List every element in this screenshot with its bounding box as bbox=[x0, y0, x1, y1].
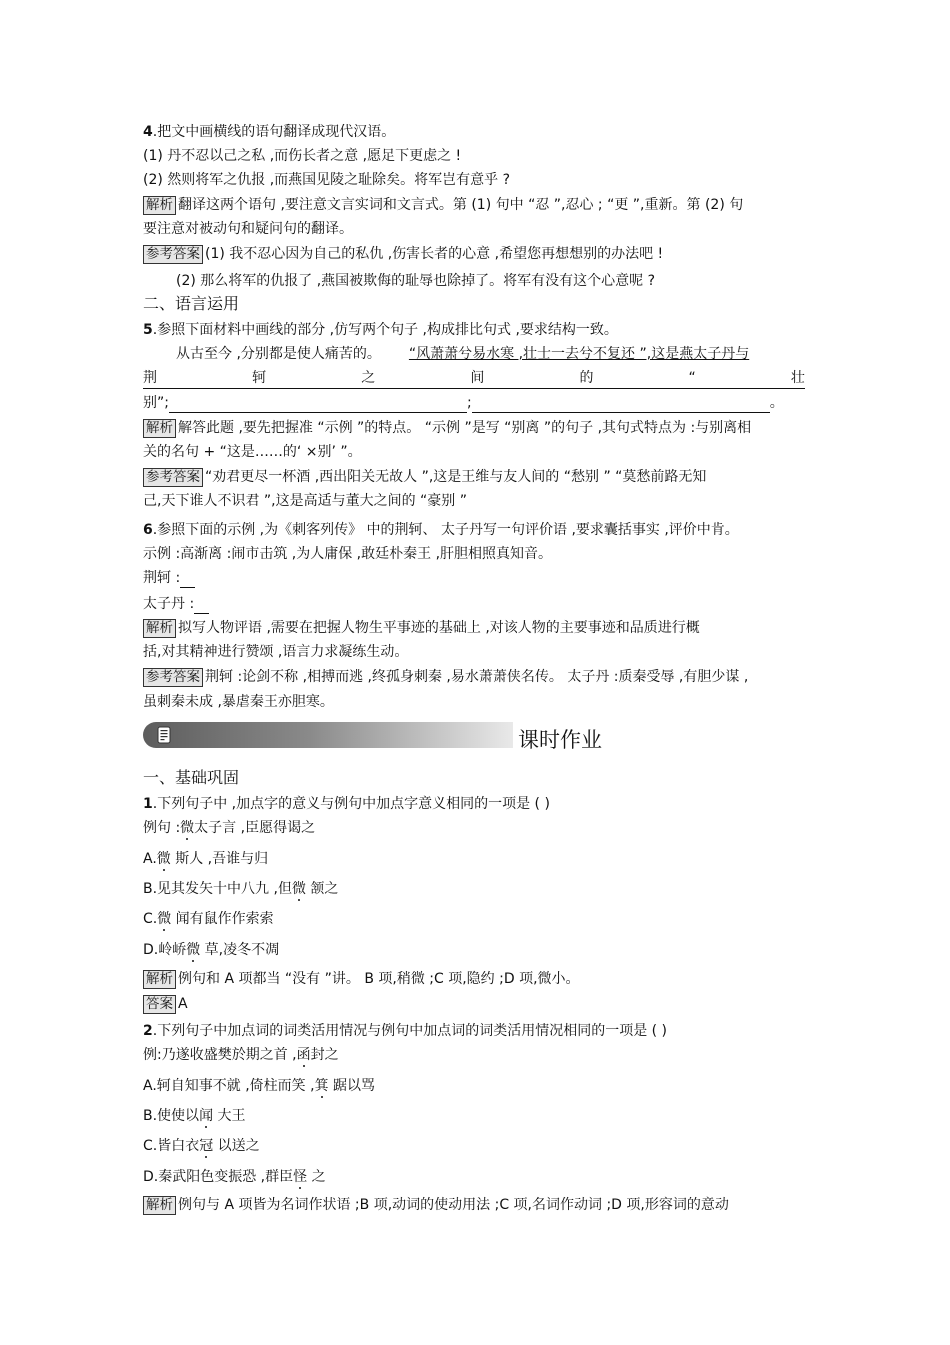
q1-analysis-line: 解析 例句和 A 项都当 “没有 ”讲。 B 项,稍微 ;C 项,隐约 ;D 项,微小。 bbox=[143, 969, 580, 989]
dotted-char: 微 bbox=[156, 851, 171, 867]
q5-answer-line: 己,天下谁人不识君 ”,这是高适与董大之间的 “豪别 ” bbox=[143, 493, 468, 509]
q2-analysis-line: 解析 例句与 A 项皆为名词作状语 ;B 项,动词的使动用法 ;C 项,名词作动词 ;D 项,形容词的意动 bbox=[143, 1195, 729, 1215]
q2-option-a[interactable]: A.轲自知事不就 ,倚柱而笑 ,箕 踞以骂 bbox=[143, 1078, 376, 1094]
blank-field[interactable] bbox=[194, 599, 209, 614]
q6-stem: 6.参照下面的示例 ,为《刺客列传》 中的荆轲、 太子丹写一句评价语 ,要求囊括事实 ,评价中肯。 bbox=[143, 522, 739, 538]
q5-material-line: 荆 轲 之 间 的 “ 壮 bbox=[143, 368, 805, 389]
q4-sentence-1: (1) 丹不忍以己之私 ,而伤长者之意 ,愿足下更虑之 ! bbox=[143, 148, 462, 164]
q6-answer-line: 参考答案 荆轲 :论剑不称 ,相搏而逃 ,终孤身刺秦 ,易水萧萧侠名传。 太子丹 :质秦受辱 ,有胆少谋 , bbox=[143, 667, 748, 687]
answer-tag: 参考答案 bbox=[143, 468, 203, 487]
dotted-char: 箕 bbox=[314, 1078, 329, 1094]
q1-option-b[interactable]: B.见其发矢十中八九 ,但微 颔之 bbox=[143, 881, 339, 897]
q2-stem: 2.下列句子中加点词的词类活用情况与例句中加点词的词类活用情况相同的一项是 ( ) bbox=[143, 1023, 668, 1039]
dotted-char: 怪 bbox=[293, 1169, 308, 1185]
dotted-char: 微 bbox=[157, 911, 172, 927]
q5-answer-line: 参考答案 “劝君更尽一杯酒 ,西出阳关无故人 ”,这是王维与友人间的 “愁别 ” “莫愁前路无知 bbox=[143, 467, 706, 487]
q6-example: 示例 :高渐离 :闹市击筑 ,为人庸保 ,敢廷朴秦王 ,肝胆相照真知音。 bbox=[143, 546, 553, 562]
section-heading: 一、基础巩固 bbox=[143, 768, 240, 787]
dotted-char: 微 bbox=[291, 881, 306, 897]
analysis-tag: 解析 bbox=[143, 619, 176, 638]
analysis-tag: 解析 bbox=[143, 970, 176, 989]
q4-answer-line: 参考答案 (1) 我不忍心因为自己的私仇 ,伤害长者的心意 ,希望您再想想别的办法吧 ! bbox=[143, 244, 663, 264]
q6-blank-line: 荆轲 : bbox=[143, 568, 195, 588]
dotted-char: 闻 bbox=[199, 1108, 214, 1124]
banner-title: 课时作业 bbox=[518, 728, 602, 752]
q1-example: 例句 :微太子言 ,臣愿得谒之 bbox=[143, 820, 316, 836]
section-banner bbox=[143, 722, 513, 748]
q5-material: 从古至今 ,分别都是使人痛苦的。“风萧萧兮易水寒 ,壮士一去兮不复还 ”,这是燕太子丹与 bbox=[176, 344, 799, 364]
q6-analysis-line: 解析 拟写人物评语 ,需要在把握人物生平事迹的基础上 ,对该人物的主要事迹和品质进行概 bbox=[143, 618, 700, 638]
dotted-char: 微 bbox=[180, 820, 195, 836]
q4-analysis-line: 要注意对被动句和疑问句的翻译。 bbox=[143, 221, 353, 237]
q1-stem: 1.下列句子中 ,加点字的意义与例句中加点字意义相同的一项是 ( ) bbox=[143, 796, 550, 812]
q5-stem: 5.参照下面材料中画线的部分 ,仿写两个句子 ,构成排比句式 ,要求结构一致。 bbox=[143, 322, 618, 338]
q6-analysis-line: 括,对其精神进行赞颂 ,语言力求凝练生动。 bbox=[143, 644, 409, 660]
analysis-tag: 解析 bbox=[143, 1196, 176, 1215]
q5-analysis-line: 解析 解答此题 ,要先把握准 “示例 ”的特点。 “示例 ”是写 “别离 ”的句子 ,其句式特点为 :与别离相 bbox=[143, 418, 751, 438]
q4-answer-line: (2) 那么将军的仇报了 ,燕国被欺侮的耻辱也除掉了。将军有没有这个心意呢 ? bbox=[176, 273, 656, 289]
q1-answer-line: 答案 A bbox=[143, 994, 188, 1014]
analysis-tag: 解析 bbox=[143, 196, 176, 215]
answer-tag: 参考答案 bbox=[143, 245, 203, 264]
blank-field[interactable] bbox=[180, 573, 195, 588]
q2-option-b[interactable]: B.使使以闻 大王 bbox=[143, 1108, 246, 1124]
analysis-tag: 解析 bbox=[143, 419, 176, 438]
q4-sentence-2: (2) 然则将军之仇报 ,而燕国见陵之耻除矣。将军岂有意乎 ? bbox=[143, 172, 511, 188]
q1-option-d[interactable]: D.岭峤微 草,凌冬不凋 bbox=[143, 942, 280, 958]
answer-tag: 参考答案 bbox=[143, 668, 203, 687]
section-heading: 二、语言运用 bbox=[143, 294, 240, 313]
underlined-material: “风萧萧兮易水寒 ,壮士一去兮不复还 ”,这是燕太子丹与 bbox=[408, 346, 750, 362]
dotted-char: 冠 bbox=[199, 1138, 214, 1154]
answer-tag: 答案 bbox=[143, 995, 176, 1014]
q2-example: 例:乃遂收盛樊於期之首 ,函封之 bbox=[143, 1047, 339, 1063]
q6-blank-line: 太子丹 : bbox=[143, 594, 209, 614]
q5-answer-blanks: 别”; ; 。 bbox=[143, 395, 784, 411]
q2-option-d[interactable]: D.秦武阳色变振恐 ,群臣怪 之 bbox=[143, 1169, 326, 1185]
blank-field-1[interactable] bbox=[169, 398, 467, 413]
q2-option-c[interactable]: C.皆白衣冠 以送之 bbox=[143, 1138, 260, 1154]
q5-analysis-line: 关的名句 + “这是……的‘ ×别’ ”。 bbox=[143, 444, 362, 460]
q4-analysis-line: 解析 翻译这两个语句 ,要注意文言实词和文言式。第 (1) 句中 “忍 ”,忍心 ; “更 ”,重新。第 (2) 句 bbox=[143, 195, 743, 215]
q6-answer-line: 虽刺秦未成 ,暴虐秦王亦胆寒。 bbox=[143, 694, 334, 710]
q4-stem: 4.把文中画横线的语句翻译成现代汉语。 bbox=[143, 124, 396, 140]
q1-option-a[interactable]: A.微 斯人 ,吾谁与归 bbox=[143, 851, 269, 867]
document-icon bbox=[157, 726, 171, 744]
dotted-char: 微 bbox=[186, 942, 201, 958]
dotted-char: 函 bbox=[296, 1047, 311, 1063]
blank-field-2[interactable] bbox=[472, 398, 770, 413]
q1-option-c[interactable]: C.微 闻有鼠作作索索 bbox=[143, 911, 274, 927]
